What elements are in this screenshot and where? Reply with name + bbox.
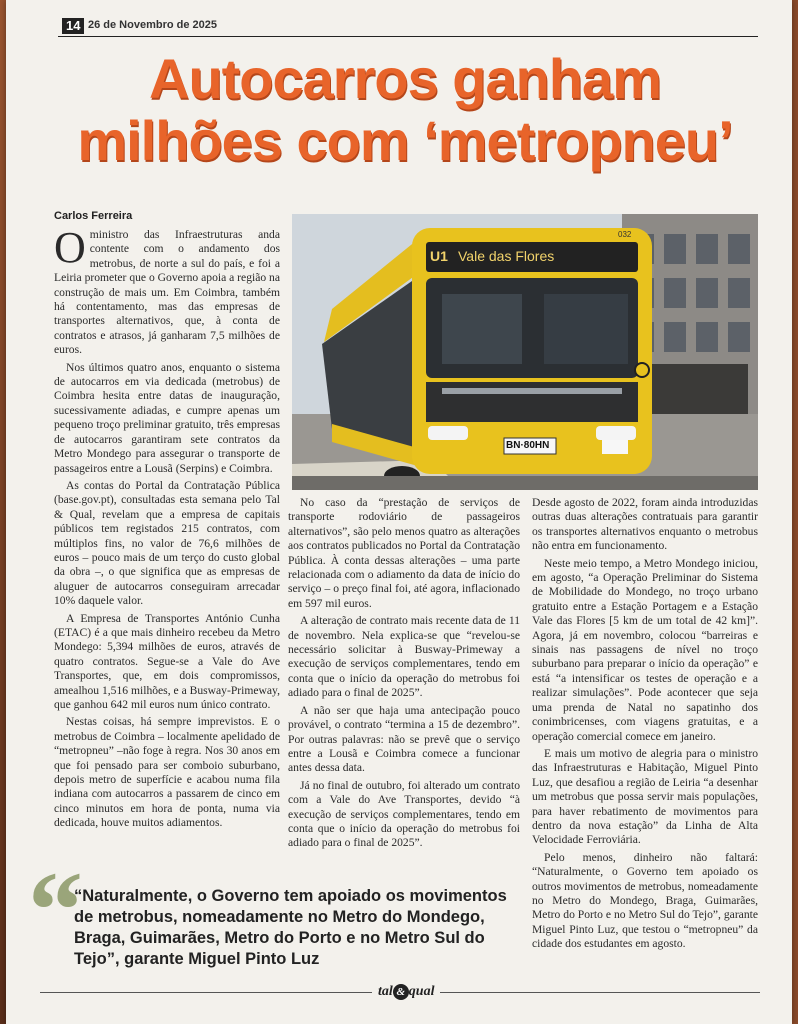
pull-quote-text: “Naturalmente, o Governo tem apoiado os movimentos de metrobus, nomeadamente no Metro do Mondego, Braga, Guimarães, Metro do Porto e no Metro Sul do Tejo”, garante Miguel Pinto Luz — [74, 887, 507, 968]
publication-logo — [372, 984, 440, 1000]
quote-mark-icon: “ — [28, 849, 83, 971]
article-column-3 — [532, 496, 758, 955]
page-date: 26 de Novembro de 2025 — [88, 19, 218, 31]
bus-photo — [292, 214, 758, 490]
article-column-1 — [54, 223, 280, 834]
article-column-2 — [288, 496, 520, 854]
logo-word-2: qual — [408, 984, 435, 1000]
headline — [40, 48, 770, 172]
paragraph: Já no final de outubro, foi alterado um contrato com a Vale do Ave Transportes, devido “à execução de serviços complementares, tendo em conta que o início da operação do metrobus foi adiado para o final de 2025”. — [288, 778, 520, 850]
paragraph: No caso da “prestação de serviços de transporte rodoviário de passageiros alternativos”, são pelo menos quatro as alterações aos contratos publicados no Portal da Contratação Pública. À conta dessas alterações – uma parte relacionada com o adiamento da data de início do serviço – o preço final foi, até agora, inflacionado em 597 mil euros. — [288, 496, 520, 610]
paragraph: Nos últimos quatro anos, enquanto o sistema de autocarros em via dedicada (metrobus) de Coimbra hesita entre datas de inauguração, sucessivamente adiadas, e cumpre apenas um pequeno troço preliminar gratuito, três empresas de autocarros garantiram sete contratos da Metro Mondego para assegurar o transporte de passageiros entre a Lousã (Serpins) e Coimbra. — [54, 360, 280, 475]
page-number: 14 — [62, 18, 84, 34]
bus-destination: Vale das Flores — [458, 248, 555, 264]
pull-quote — [20, 849, 520, 980]
headline-line-1: Autocarros ganham — [149, 47, 661, 110]
paragraph: A Empresa de Transportes António Cunha (ETAC) é a que mais dinheiro recebeu da Metro Mondego: 5,394 milhões de euros, através de quatro contratos. Segue-se a Vale do Ave Transportes, que, em dois compromissos, amealhou 1,516 milhões, e a Busway-Primeway, que ganhou 642 mil euros num único contrato. — [54, 611, 280, 711]
paragraph: Pelo menos, dinheiro não faltará: “Naturalmente, o Governo tem apoiado os outros movimentos de metrobus, nomeadamente no Metro do Mondego, Braga, Guimarães, Metro do Porto e no Metro Sul do Tejo”, garante Miguel Pinto Luz, que testou o “metropneu” da cidade dos estudantes em agosto. — [532, 850, 758, 951]
paragraph: Desde agosto de 2022, foram ainda introduzidas outras duas alterações contratuais para garantir os transportes alternativos enquanto o metrobus não entra em funcionamento. — [532, 496, 758, 553]
bus-fleet-number: 032 — [618, 230, 632, 239]
bus-route-number: U1 — [430, 248, 448, 264]
logo-word-1: tal — [378, 984, 393, 1000]
logo-ampersand: & — [393, 984, 409, 1000]
paragraph: A alteração de contrato mais recente data de 11 de novembro. Nela explica-se que “revelou-se necessário solicitar à Busway-Primeway a execução de serviços complementares, tendo em conta que o início da operação do metrobus foi adiado para o final de 2025”. — [288, 614, 520, 700]
dropcap: O — [54, 223, 86, 272]
page-header — [58, 16, 758, 37]
byline: Carlos Ferreira — [54, 210, 133, 222]
paragraph: Neste meio tempo, a Metro Mondego iniciou, em agosto, “a Operação Preliminar do Sistema de Mobilidade do Mondego, no troço urbano gratuito entre a Estação Portagem e a Estação Vale das Flores [5 km de um total de 42 km]”. Agora, já em novembro, colocou “barreiras e sinais nas passagens de nível no troço suburbano para preparar o início da operação” e está “a intensificar os testes de operação e a realizar simulações”. Pode acontecer que seja uma prenda de Natal no sapatinho dos conimbricenses, com viagens gratuitas, e a operação comercial comece em janeiro. — [532, 556, 758, 743]
paragraph: As contas do Portal da Contratação Pública (base.gov.pt), consultadas esta semana pelo Tal & Qual, revelam que a empresa de capitais públicos tem registados 215 contratos, com múltiplos fins, no valor de 76,6 milhões de euros – pouco mais de um terço do custo global da obra –, o que significa que as empresas de aluguer de autocarros conseguiram arrecadar 10% daquele valor. — [54, 478, 280, 608]
paragraph: Nestas coisas, há sempre imprevistos. E o metrobus de Coimbra – localmente apelidado de “metropneu” –não foge à regra. Nos 30 anos em que foi pensado para ser comboio suburbano, depois metro de superfície e acabou numa fila indiana com autocarros a passarem de cinco em cinco minutos em hora de ponta, numa via dedicada, houve muitos adiamentos. — [54, 715, 280, 830]
paragraph: E mais um motivo de alegria para o ministro das Infraestruturas e Habitação, Miguel Pinto Luz, que desafiou a região de Leiria “a desenhar um metrobus que possa servir mais populações, para haver rebatimento de movimentos para dentro da nova estação” da Linha de Alta Velocidade Ferroviária. — [532, 746, 758, 847]
headline-line-2: milhões com ‘metropneu’ — [77, 109, 733, 172]
paragraph: ministro das Infraestruturas anda contente com o andamento dos metrobus, de norte a sul do país, e foi a Leiria prometer que o Governo apoia a região na construção de mais um. Em Coimbra, também há contentamento, mas das empresas de transportes alternativos, que, à conta de contratos e atrasos, já ganharam 7,5 milhões de euros. — [54, 228, 280, 357]
bus-license-plate: BN·80HN — [506, 440, 550, 451]
paragraph: A não ser que haja uma antecipação pouco provável, o contrato “termina a 15 de dezembro”. Por outras palavras: não se prevê que o serviço entre a Lousã e Coimbra comece a funcionar antes dessa data. — [288, 703, 520, 775]
